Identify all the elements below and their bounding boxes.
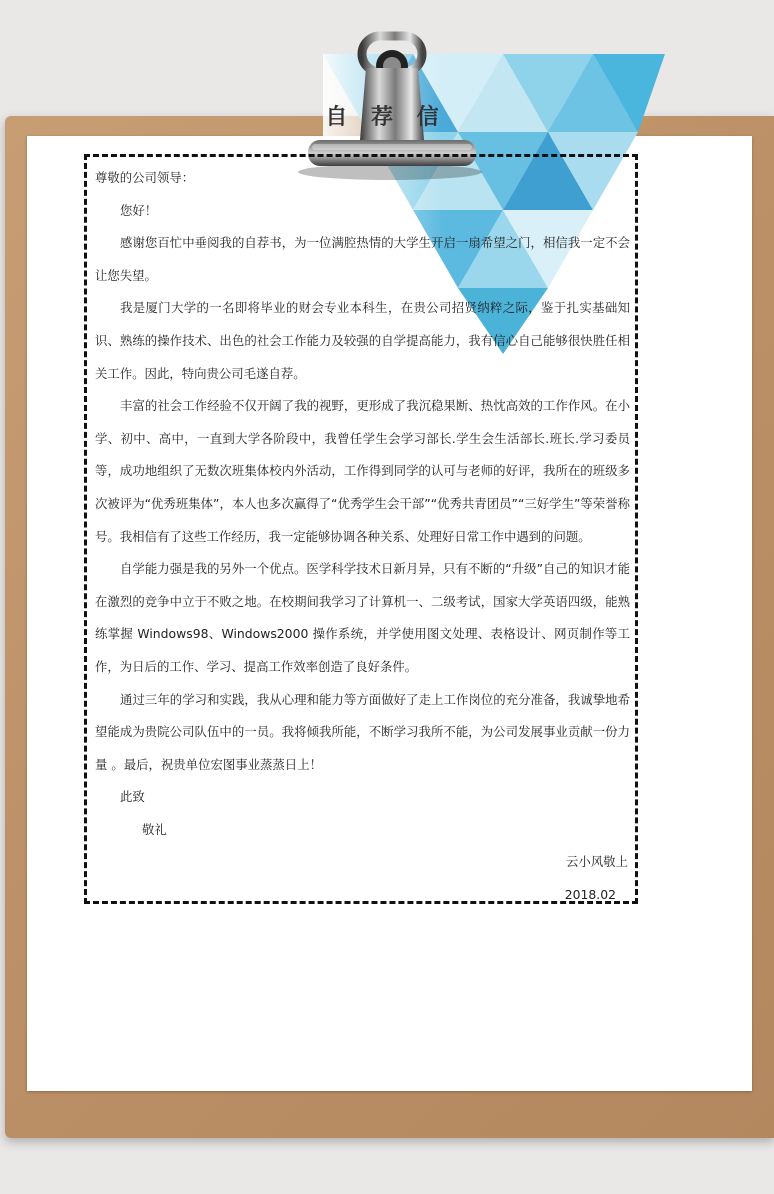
- salutation: 尊敬的公司领导：: [95, 170, 195, 185]
- page-title: 自 荐 信: [325, 105, 447, 130]
- greeting: 您好！: [120, 202, 158, 218]
- paragraph-4: 自学能力强是我的另外一个优点。医学科学技术日新月异，只有不断的“升级”自己的知识才能在激烈的竞争中立于不败之地。在校期间我学习了计算机一、二级考试，国家大学英语四级，能熟练掌握 Windows98、Windows2000 操作系统，并学使用图文处理、表格设计、网页制作等工作，为日后的工作、学习、提高工作效率创造了良好条件。: [95, 561, 630, 674]
- signature: 云小风敬上: [566, 854, 628, 870]
- paragraph-3: 丰富的社会工作经验不仅开阔了我的视野，更形成了我沉稳果断、热忱高效的工作作风。在小学、初中、高中，一直到大学各阶段中，我曾任学生会学习部长.学生会生活部长.班长.学习委员等，成功地组织了无数次班集体校内外活动，工作得到同学的认可与老师的好评，我所在的班级多次被评为“优秀班集体”，本人也多次赢得了“优秀学生会干部”“优秀共青团员”“三好学生”等荣誉称号。我相信有了这些工作经历，我一定能够协调各种关系、处理好日常工作中遇到的问题。: [95, 398, 630, 544]
- letter-body: [95, 162, 630, 912]
- closing: 此致: [120, 789, 145, 805]
- paragraph-2: 我是厦门大学的一名即将毕业的财会专业本科生，在贵公司招贤纳粹之际，鉴于扎实基础知识、熟练的操作技术、出色的社会工作能力及较强的自学提高能力，我有信心自己能够很快胜任相关工作。因此，特向贵公司毛遂自荐。: [95, 300, 630, 381]
- date: 2018.02: [564, 887, 616, 903]
- regards: 敬礼: [142, 821, 167, 837]
- paragraph-1: 感谢您百忙中垂阅我的自荐书，为一位满腔热情的大学生开启一扇希望之门，相信我一定不会让您失望。: [95, 235, 630, 283]
- paragraph-5: 通过三年的学习和实践，我从心理和能力等方面做好了走上工作岗位的充分准备，我诚挚地希望能成为贵院公司队伍中的一员。我将倾我所能，不断学习我所不能，为公司发展事业贡献一份力量 。最后，祝贵单位宏图事业蒸蒸日上！: [95, 691, 630, 772]
